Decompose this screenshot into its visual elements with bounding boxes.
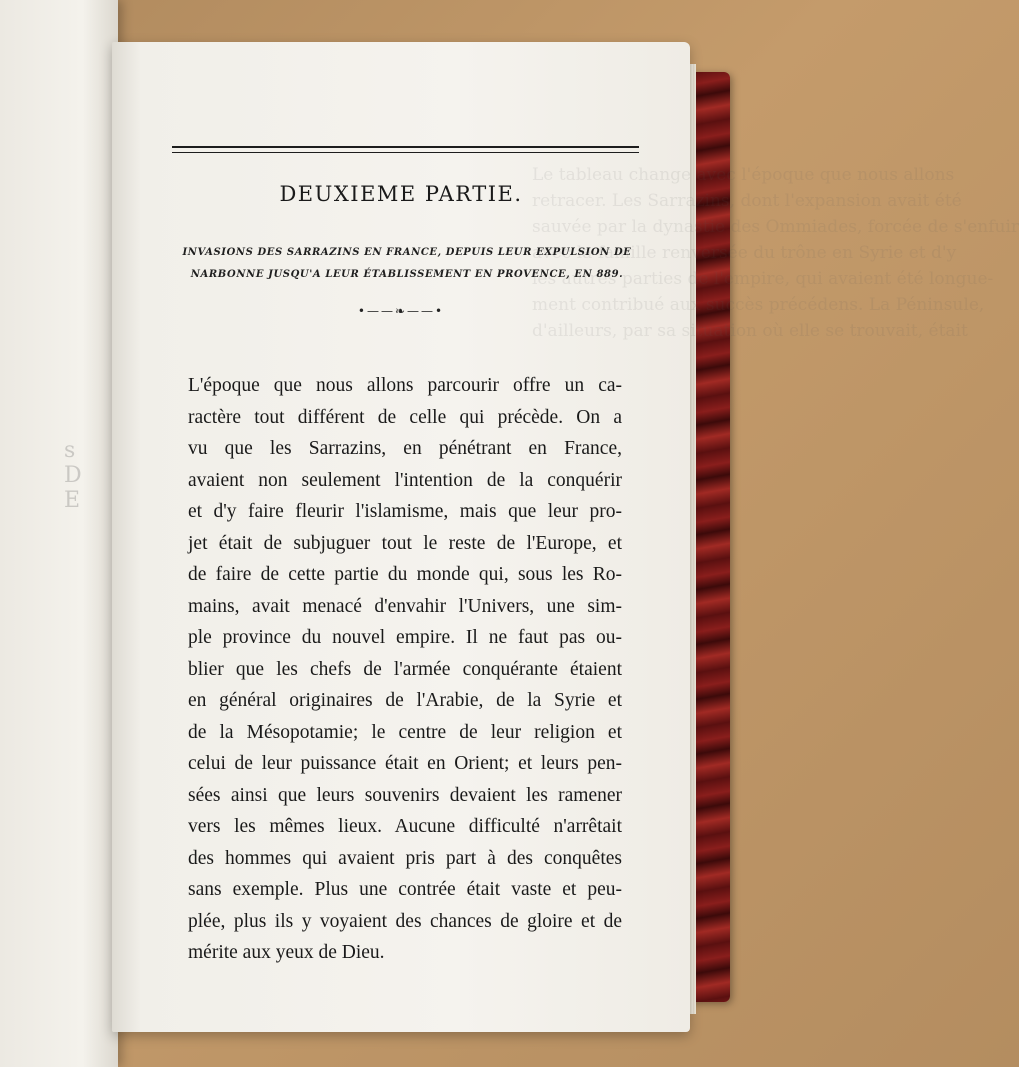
facing-page bbox=[0, 0, 118, 1067]
text-line: de la Mésopotamie; le centre de leur religion et bbox=[188, 721, 622, 743]
text-line: mains, avait menacé d'envahir l'Univers, une sim- bbox=[188, 595, 622, 617]
page-title: DEUXIEME PARTIE. bbox=[279, 182, 523, 206]
header-rule bbox=[172, 146, 639, 153]
facing-page-show-through: s D E bbox=[64, 438, 84, 513]
text-line: et d'y faire fleurir l'islamisme, mais que leur pro- bbox=[188, 501, 622, 522]
show-through-text: Le tableau change avec l'époque que nous allons retracer. Les Sarrazins, dont l'expansion avait été sauvée par la dynastie des Ommiades, forcée de s'enfuir avec la famille renversée du trône en Syrie et d'y les autres parties de l'empire, qui avaient été longue- ment contribué aux succès précédens. La Péninsule, d'ailleurs, par sa situation où elle se trouvait, était bbox=[532, 165, 1019, 341]
text-line: avaient non seulement l'intention de la conquérir bbox=[188, 469, 622, 491]
text-line: des hommes qui avaient pris part à des conquêtes bbox=[188, 847, 622, 869]
text-line: vu que les Sarrazins, en pénétrant en France, bbox=[188, 438, 622, 459]
text-line: plée, plus ils y voyaient des chances de gloire et de bbox=[188, 910, 622, 932]
text-line: de faire de cette partie du monde qui, sous les Ro- bbox=[188, 564, 622, 585]
subtitle-line-2: NARBONNE JUSQU'A LEUR ÉTABLISSEMENT EN PROVENCE, EN 889. bbox=[190, 269, 624, 280]
text-line: sans exemple. Plus une contrée était vaste et peu- bbox=[188, 879, 622, 900]
ornament-divider: •——❧——• bbox=[357, 304, 445, 318]
text-line: ple province du nouvel empire. Il ne faut pas ou- bbox=[188, 627, 622, 648]
text-line: sées ainsi que leurs souvenirs devaient les ramener bbox=[188, 784, 622, 806]
section-subtitle bbox=[162, 242, 652, 286]
text-line: celui de leur puissance était en Orient; et leurs pen- bbox=[188, 753, 622, 774]
subtitle-line-1: INVASIONS DES SARRAZINS EN FRANCE, DEPUIS LEUR EXPULSION DE bbox=[182, 247, 632, 258]
text-line: en général originaires de l'Arabie, de la Syrie et bbox=[188, 690, 622, 711]
text-line: jet était de subjuguer tout le reste de l'Europe, et bbox=[188, 532, 622, 554]
text-line: ractère tout différent de celle qui précède. On a bbox=[188, 406, 622, 428]
body-paragraph bbox=[188, 370, 622, 969]
text-line: L'époque que nous allons parcourir offre un ca- bbox=[188, 375, 622, 396]
book-page bbox=[112, 42, 1019, 1032]
text-line: blier que les chefs de l'armée conquérante étaient bbox=[188, 658, 622, 680]
text-line: vers les mêmes lieux. Aucune difficulté n'arrêtait bbox=[188, 816, 622, 837]
text-line: mérite aux yeux de Dieu. bbox=[188, 942, 385, 963]
